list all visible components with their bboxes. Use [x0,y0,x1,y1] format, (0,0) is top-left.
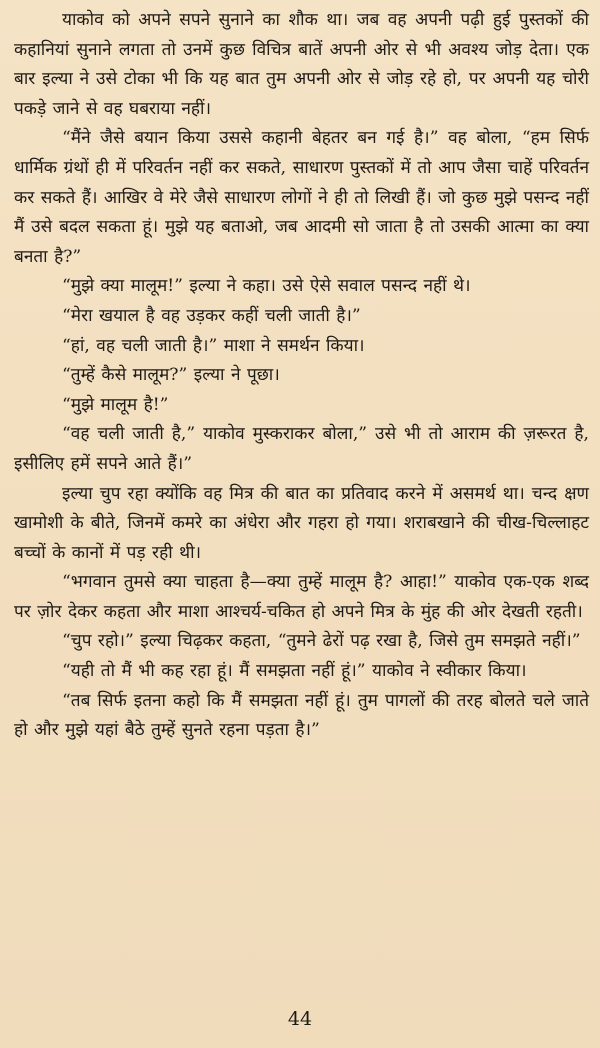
paragraph: “हां, वह चली जाती है।” माशा ने समर्थन किया। [62,335,365,356]
paragraph: “यही तो मैं भी कह रहा हूं। मैं समझता नहीं हूं।” याकोव ने स्वीकार किया। [62,661,527,682]
paragraph: “मैंने जैसे बयान किया उससे कहानी बेहतर बन गई है।” वह बोला, “हम सिर्फ धार्मिक ग्रंथों ही में परिवर्तन नहीं कर सकते, साधारण पुस्तकों में तो आप जैसा चाहें परिवर्तन कर सकते हैं। आखिर वे मेरे जैसे साधारण लोगों ने ही तो लिखी हैं। जो कुछ मुझे पसन्द नहीं मैं उसे बदल सकता हूं। मुझे यह बताओ, जब आदमी सो जाता है तो उसकी आत्मा का क्या बनता है?” [14,128,589,267]
paragraph: याकोव को अपने सपने सुनाने का शौक था। जब वह अपनी पढ़ी हुई पुस्तकों की कहानियां सुनाने लगता तो उनमें कुछ विचित्र बातें अपनी ओर से भी अवश्य जोड़ देता। एक बार इल्या ने उसे टोका भी कि यह बात तुम अपनी ओर से जोड़ रहे हो, पर अपनी यह चोरी पकड़े जाने से वह घबराया नहीं। [14,10,589,119]
paragraph: “मुझे मालूम है!” [62,394,169,415]
paragraph: “तुम्हें कैसे मालूम?” इल्या ने पूछा। [62,365,280,386]
paragraph: “चुप रहो।” इल्या चिढ़कर कहता, “तुमने ढेरों पढ़ रखा है, जिसे तुम समझते नहीं।” [62,631,581,652]
page-number: 44 [287,1008,313,1030]
paragraph: “वह चली जाती है,” याकोव मुस्कराकर बोला,” उसे भी तो आराम की ज़रूरत है, इसीलिए हमें सपने आते हैं।” [14,424,589,474]
paragraph: “मुझे क्या मालूम!” इल्या ने कहा। उसे ऐसे सवाल पसन्द नहीं थे। [62,276,471,297]
paragraph: “मेरा खयाल है वह उड़कर कहीं चली जाती है।” [62,305,361,326]
page-body-text [14,6,589,746]
paragraph: “भगवान तुमसे क्या चाहता है—क्या तुम्हें मालूम है? आहा!” याकोव एक-एक शब्द पर ज़ोर देकर कहता और माशा आश्चर्य-चकित हो अपने मित्र के मुंह की ओर देखती रहती। [14,572,589,622]
paragraph: इल्या चुप रहा क्योंकि वह मित्र की बात का प्रतिवाद करने में असमर्थ था। चन्द क्षण खामोशी के बीते, जिनमें कमरे का अंधेरा और गहरा हो गया। शराबखाने की चीख-चिल्लाहट बच्चों के कानों में पड़ रही थी। [14,483,589,563]
paragraph: “तब सिर्फ इतना कहो कि मैं समझता नहीं हूं। तुम पागलों की तरह बोलते चले जाते हो और मुझे यहां बैठे तुम्हें सुनते रहना पड़ता है।” [14,690,589,741]
